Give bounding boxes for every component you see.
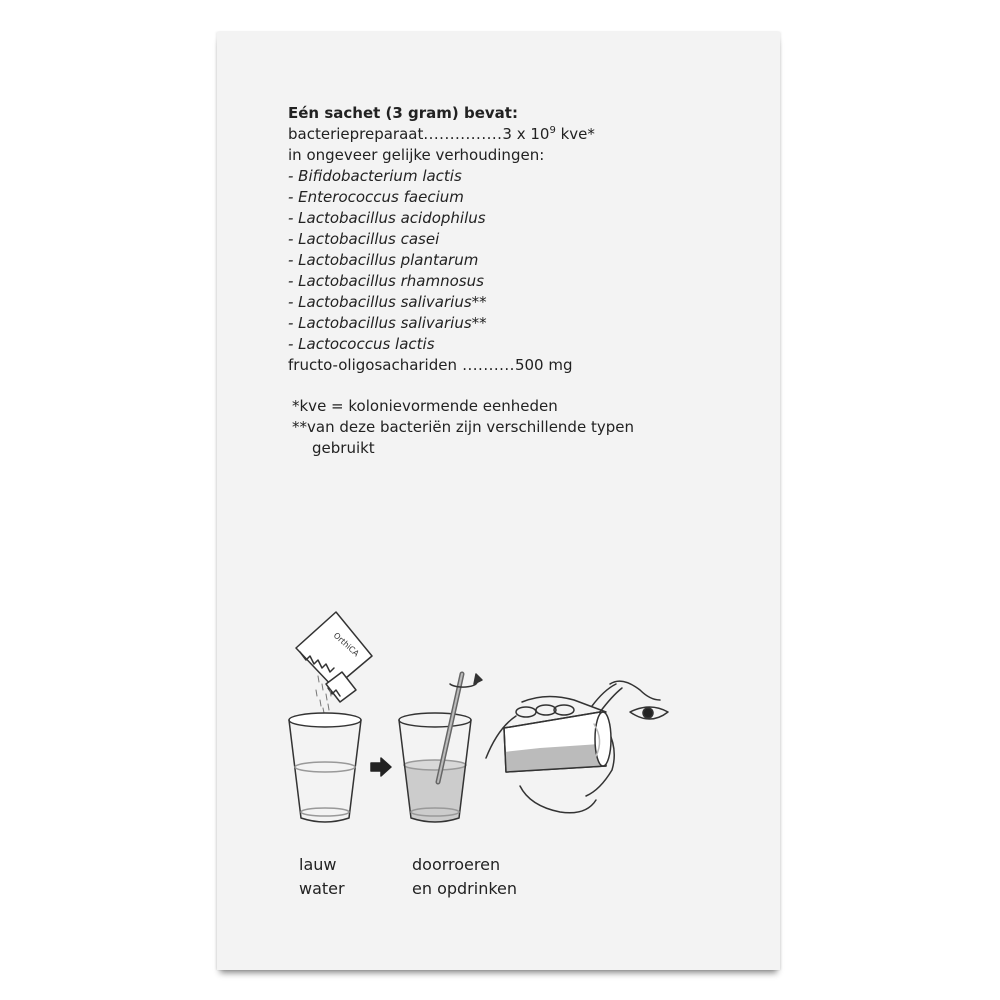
- step2-caption-line1: doorroeren: [412, 855, 501, 874]
- bacteria-value-exponent: 9: [549, 125, 556, 136]
- fos-label: fructo-oligosachariden: [288, 356, 457, 374]
- preparation-illustration: [280, 605, 680, 835]
- composition-block: [288, 103, 728, 376]
- footnote-types: **van deze bacteriën zijn verschillende typen: [292, 418, 634, 436]
- svg-text:OrthiCA: OrthiCA: [331, 630, 361, 659]
- footnotes: [292, 396, 732, 459]
- species-item: - Lactococcus lactis: [288, 335, 435, 353]
- bacteria-line: [288, 124, 728, 145]
- fos-value: 500 mg: [514, 356, 573, 374]
- step2-caption: [412, 853, 517, 901]
- species-item: - Lactobacillus salivarius**: [288, 314, 487, 332]
- fos-dots: ..........: [456, 356, 515, 374]
- species-list: [288, 166, 728, 355]
- arrow-right-icon: [371, 758, 391, 776]
- bacteria-value-prefix: 3 x 10: [502, 125, 550, 143]
- species-item: - Lactobacillus casei: [288, 230, 440, 248]
- drinking-person-icon: [486, 681, 668, 813]
- proportion-text: in ongeveer gelijke verhoudingen:: [288, 146, 545, 164]
- species-item: - Lactobacillus acidophilus: [288, 209, 486, 227]
- species-item: - Lactobacillus rhamnosus: [288, 272, 484, 290]
- bacteria-value-suffix: kve*: [555, 125, 595, 143]
- species-item: - Bifidobacterium lactis: [288, 167, 462, 185]
- fos-line: [288, 355, 728, 376]
- bacteria-label: bacteriepreparaat: [288, 125, 424, 143]
- step1-caption: [299, 853, 345, 901]
- species-item: - Lactobacillus plantarum: [288, 251, 479, 269]
- composition-heading: Eén sachet (3 gram) bevat:: [288, 104, 518, 122]
- step2-caption-line2: en opdrinken: [412, 879, 518, 898]
- glass-stir-icon: [399, 674, 482, 822]
- bacteria-dots: ...............: [423, 125, 503, 143]
- species-item: - Lactobacillus salivarius**: [288, 293, 487, 311]
- glass-water-icon: [289, 713, 361, 822]
- footnote-kve: *kve = kolonievormende eenheden: [292, 397, 558, 415]
- sachet-icon: [296, 612, 372, 702]
- step1-caption-line2: water: [299, 879, 345, 898]
- footnote-types-continued: gebruikt: [312, 439, 375, 457]
- step1-caption-line1: lauw: [299, 855, 337, 874]
- species-item: - Enterococcus faecium: [288, 188, 464, 206]
